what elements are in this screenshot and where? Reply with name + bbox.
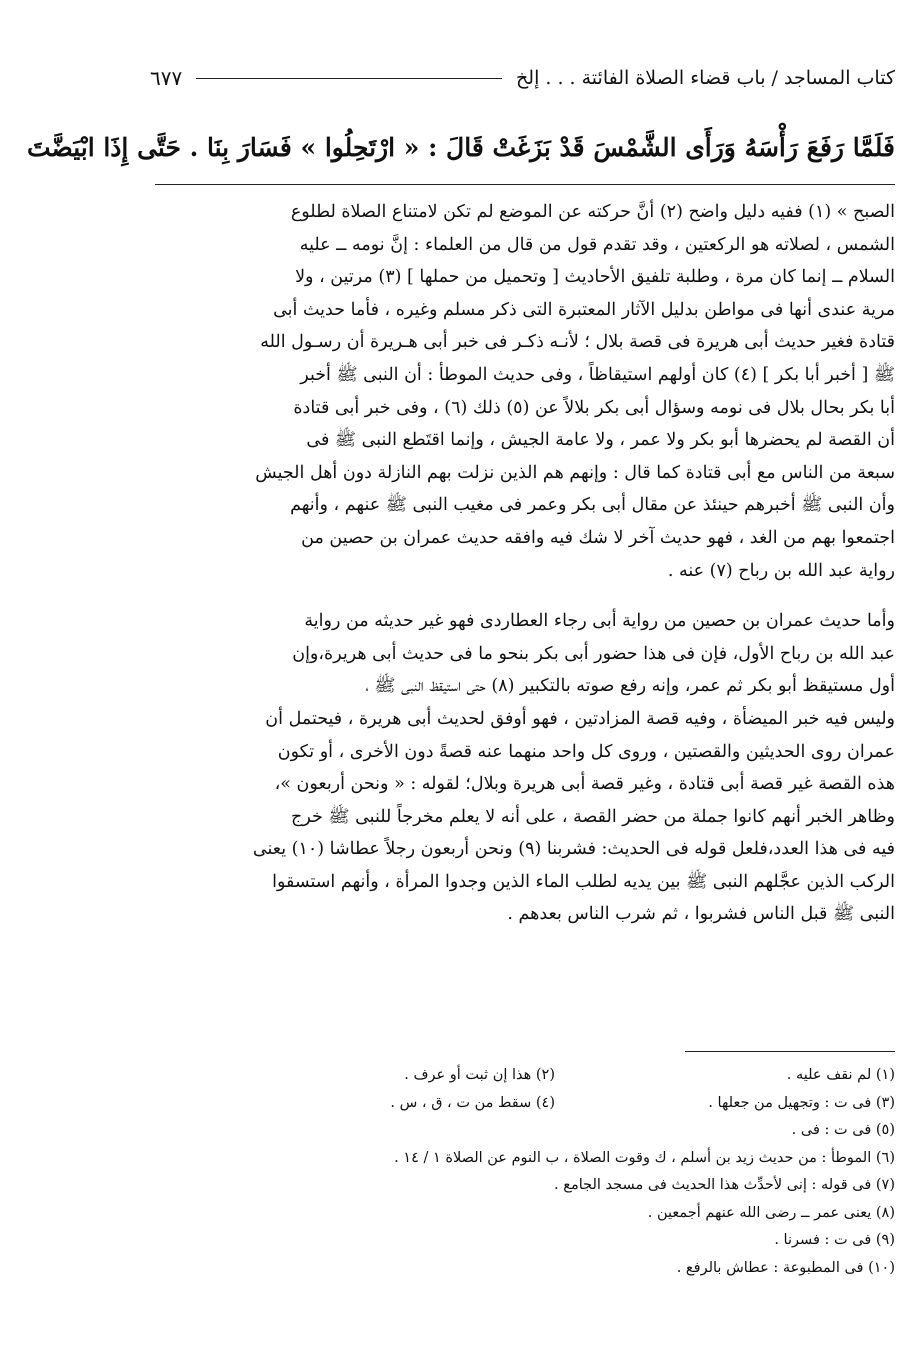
page-number: ٦٧٧ [150,66,183,90]
footnote-1: (١) لم نقف عليه . [786,1067,895,1083]
text-line: النبى ﷺ قبل الناس فشربوا ، ثم شرب الناس بعدهم . [507,904,895,925]
footnote-2: (٢) هذا إن ثبت أو عرف . [404,1067,555,1083]
footnote-6: (٦) الموطأ : من حديث زيد بن أسلم ، ك وقوت الصلاة ، ب النوم عن الصلاة ١ / ١٤ . [394,1149,895,1166]
footnote-9: (٩) فى ت : فسرنا . [774,1232,895,1248]
paragraph-2 [155,605,895,931]
footnote-7: (٧) فى قوله : إنى لأحدِّث هذا الحديث فى مسجد الجامع . [554,1177,895,1193]
footnote-10: (١٠) فى المطبوعة : عطاش بالرفع . [676,1259,895,1276]
text-line: أن القصة لم يحضرها أبو بكر ولا عمر ، ولا عامة الجيش ، وإنما اقتَطع النبى ﷺ فى [306,430,895,451]
text-line: وليس فيه خبر الميضأة ، وفيه قصة المزادتين ، فهو أوفق لحديث أبى هريرة ، فيحتمل أن [265,708,895,729]
header-title: كتاب المساجد / باب قضاء الصلاة الفائتة . . . إلخ [516,67,895,89]
text-line: اجتمعوا بهم من الغد ، فهو حديث آخر لا شك فيه وافقه حديث عمران بن حصين من [301,527,895,548]
text-line: هذه القصة غير قصة أبى قتادة ، وغير قصة أبى هريرة وبلال؛ لقوله : « ونحن أربعون »، [274,774,895,795]
text-line: وأما حديث عمران بن حصين من رواية أبى رجاء العطاردى فهو غير حديثه من رواية [304,611,895,632]
hadith-text-line: فَلَمَّا رَفَعَ رَأْسَهُ وَرَأَى الشَّمْسَ قَدْ بَزَغَتْ قَالَ : « ارْتَحِلُوا » فَسَارَ بِنَا . حَتَّى إِذَا ابْيَضَّتَ [26,133,895,162]
text-line: وظاهر الخبر أنهم كانوا جملة من حضر القصة ، على أنه لا يعلم مخرجاً للنبى ﷺ خرج [291,806,895,827]
text-line: الركب الذين عجَّلهم النبى ﷺ بين يديه لطلب الماء الذين وجدوا المرأة ، وأنهم استسقوا [272,871,895,892]
footnote-row [150,1090,895,1118]
footnote-3: (٣) فى ت : وتجهيل من جعلها . [708,1094,895,1111]
text-line: ﷺ [ أخبر أبا بكر ] (٤) كان أولهم استيقاظاً ، وفى حديث الموطأ : أن النبى ﷺ أخبر [300,364,895,385]
footnotes [150,1062,895,1282]
footnote-row [150,1062,895,1090]
text-line: الصبح » (١) ففيه دليل واضح (٢) أنَّ حركته عن الموضع لم تكن لامتناع الصلاة لطلوع [290,202,895,222]
text-line: عمران روى الحديثين والقصتين ، وروى كل واحد منهما عنه قصةً دون الأخرى ، أو تكون [277,741,895,762]
paragraph-1 [155,196,895,587]
footnote-5: (٥) فى ت : فى . [791,1122,895,1138]
footnote-rule [685,1051,895,1052]
header-rule [196,78,502,79]
text-line: الشمس ، لصلاته هو الركعتين ، وقد تقدم قول من قال من العلماء : إنَّ نومه ــ عليه [299,234,895,255]
commentary-body [155,196,895,949]
text-line: رواية عبد الله بن رباح (٧) عنه . [667,560,895,581]
running-header [150,60,895,96]
text-line: فيه فى هذا العدد،فلعل قوله فى الحديث: فشربنا (٩) ونحن أربعون رجلاً عطاشا (١٠) يعنى [252,839,895,860]
text-line: السلام ــ إنما كان مرة ، وطلبة تلفيق الأحاديث [ وتحميل من حملها ] (٣) مرتين ، ولا [295,267,895,288]
hadith-divider-rule [155,184,895,185]
text-line: قتادة فغير حديث أبى هريرة فى قصة بلال ؛ لأنـه ذكـر فى خبر أبى هـريرة أن رسـول الله [260,332,895,353]
text-line: أبا بكر بحال بلال فى نومه وسؤال أبى بكر بلالاً عن (٥) ذلك (٦) ، وفى خبر أبى قتادة [293,397,895,418]
footnote-4: (٤) سقط من ت ، ق ، س . [390,1094,555,1111]
text-line: وأن النبى ﷺ أخبرهم حينئذ عن مقال أبى بكر وعمر فى مغيب النبى ﷺ عنهم ، وأنهم [290,495,895,516]
text-line: أول مستيقظ أبو بكر ثم عمر، وإنه رفع صوته بالتكبير (٨) حتى استيقظ النبى ﷺ ، [365,676,895,697]
text-line: عبد الله بن رباح الأول، فإن فى هذا حضور أبى بكر بنحو ما فى حديث أبى هريرة،وإن [292,643,895,664]
footnote-8: (٨) يعنى عمر ــ رضى الله عنهم أجمعين . [647,1204,895,1221]
text-line: سبعة من الناس مع أبى قتادة كما قال : وإنهم هم الذين نزلت بهم النازلة دون أهل الجيش [255,462,895,483]
text-line: مرية عندى أنها فى مواطن بدليل الآثار المعتبرة التى ذكر مسلم وغيره ، فأما حديث أبى [273,299,895,320]
